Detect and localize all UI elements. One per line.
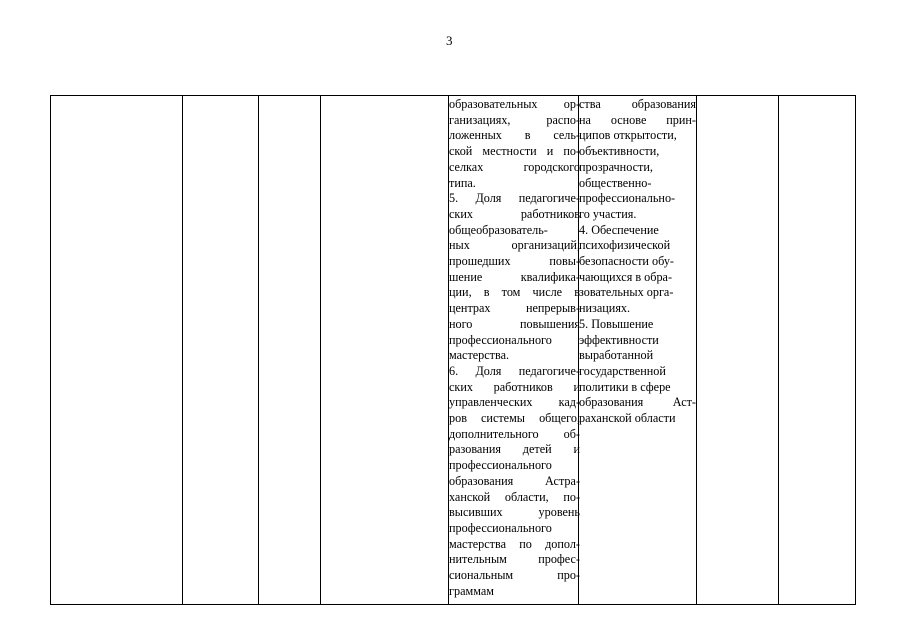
indicator-text-line: ских работников (449, 206, 580, 221)
objective-text-line: безопасности обу- (579, 254, 674, 269)
indicator-text-line: центрах непрерыв- (449, 301, 580, 316)
column-divider-3 (320, 96, 321, 604)
indicator-text-line: граммам (449, 583, 494, 598)
objective-text-line: выработанной (579, 348, 654, 363)
column-divider-6 (696, 96, 697, 604)
indicator-text-line: ганизациях, распо- (449, 112, 580, 127)
objective-text-line: на основе прин- (579, 112, 696, 127)
objective-text-line: ства образования (579, 97, 696, 111)
objective-text-line: 5. Повышение (579, 316, 654, 331)
indicator-text-line: дополнительного об- (449, 426, 580, 441)
indicator-text-line: селках городского (449, 159, 580, 174)
indicator-text-line: нительным профес- (449, 552, 580, 567)
page-number: 3 (446, 33, 453, 48)
indicator-text-line: прошедших повы- (449, 254, 580, 269)
objective-text-line: политики в сфере (579, 379, 671, 394)
objective-text-line: государственной (579, 363, 666, 378)
objective-text-line: ципов открытости, (579, 128, 677, 143)
objective-text-line: раханской области (579, 411, 676, 426)
objective-text-line: прозрачности, (579, 159, 653, 174)
indicator-text-line: профессионального (449, 520, 552, 535)
objectives-cell (579, 97, 696, 427)
column-divider-2 (258, 96, 259, 604)
indicator-text-line: высивших уровень (449, 505, 580, 520)
indicator-text-line: ханской области, по- (449, 489, 580, 504)
objective-text-line: 4. Обеспечение (579, 222, 659, 237)
indicator-text-line: образования Астра- (449, 473, 580, 488)
column-divider-7 (778, 96, 779, 604)
indicator-text-line: мастерства. (449, 348, 510, 363)
indicator-text-line: ных организаций, (449, 238, 580, 253)
indicator-text-line: профессионального (449, 332, 552, 347)
objective-text-line: зовательных орга- (579, 285, 674, 300)
objective-text-line: го участия. (579, 206, 637, 221)
objective-text-line: низациях. (579, 301, 631, 316)
objective-text-line: эффективности (579, 332, 659, 347)
objective-text-line: чающихся в обра- (579, 269, 673, 284)
indicator-text-line: 6. Доля педагогиче- (449, 363, 580, 378)
indicator-text-line: ских работников и (449, 379, 580, 394)
column-divider-1 (182, 96, 183, 604)
document-table (50, 95, 856, 605)
objective-text-line: образования Аст- (579, 395, 696, 410)
indicator-text-line: образовательных ор- (449, 97, 580, 111)
objective-text-line: общественно- (579, 175, 652, 190)
indicator-text-line: ного повышения (449, 316, 580, 331)
indicator-text-line: ров системы общего, (449, 411, 580, 426)
indicator-text-line: типа. (449, 175, 476, 190)
indicator-text-line: сиональным про- (449, 568, 580, 583)
indicator-text-line: управленческих кад- (449, 395, 580, 410)
indicators-cell (449, 97, 580, 600)
indicator-text-line: шение квалифика- (449, 269, 580, 284)
objective-text-line: профессионально- (579, 191, 676, 206)
indicator-text-line: 5. Доля педагогиче- (449, 191, 580, 206)
indicator-text-line: мастерства по допол- (449, 536, 580, 551)
indicator-text-line: ложенных в сель- (449, 128, 580, 143)
indicator-text-line: профессионального (449, 458, 552, 473)
indicator-text-line: разования детей и (449, 442, 580, 457)
objective-text-line: психофизической (579, 238, 671, 253)
indicator-text-line: ской местности и по- (449, 144, 580, 159)
objective-text-line: объективности, (579, 144, 660, 159)
indicator-text-line: общеобразователь- (449, 222, 548, 237)
indicator-text-line: ции, в том числе в (449, 285, 580, 300)
